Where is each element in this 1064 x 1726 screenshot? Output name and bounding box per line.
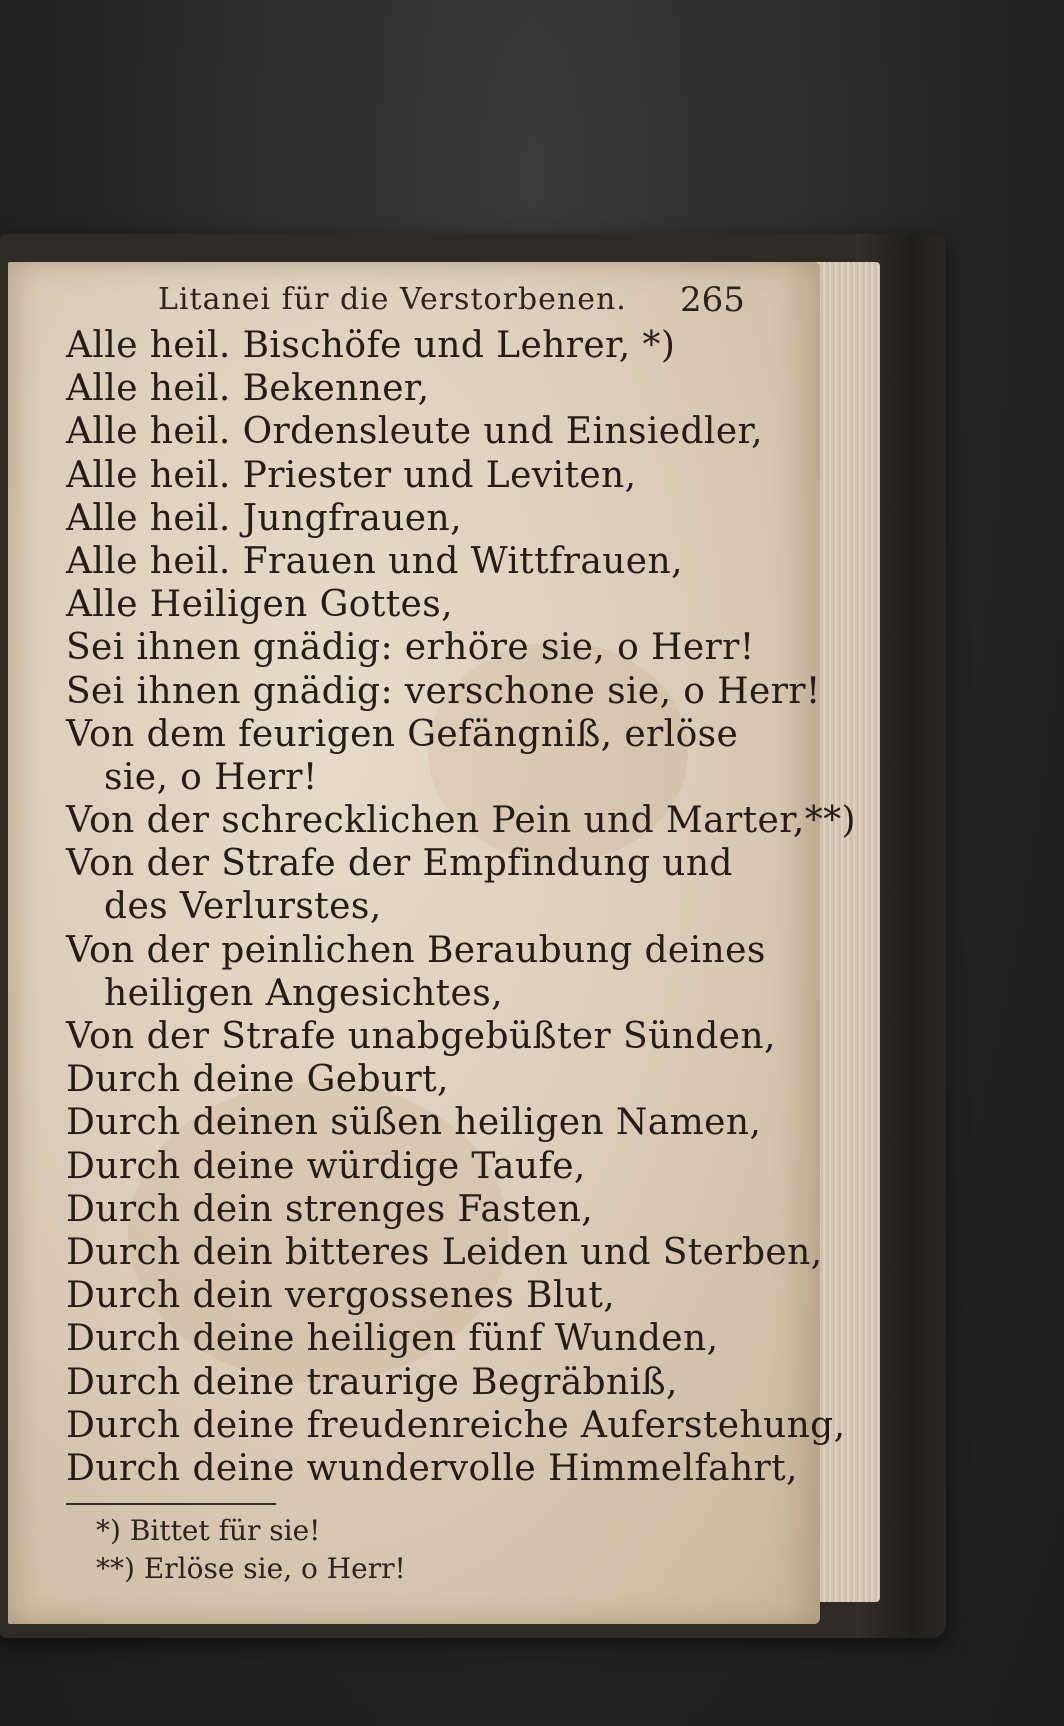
text-line: Durch deine traurige Begräbniß, [66,1361,678,1403]
page-number: 265 [680,280,745,320]
text-line: Durch deine würdige Taufe, [66,1145,586,1187]
text-line: Sei ihnen gnädig: erhöre sie, o Herr! [66,627,755,669]
text-line: Von der peinlichen Beraubung deines [66,929,766,971]
text-line: Alle heil. Frauen und Wittfrauen, [66,540,683,582]
text-line: Durch dein vergossenes Blut, [66,1275,616,1317]
book-page [8,262,856,1624]
text-line: Von der Strafe der Empfindung und [66,843,733,885]
text-line: Durch deine freudenreiche Auferstehung, [66,1404,846,1446]
running-head: Litanei für die Verstorbenen. [158,282,627,317]
text-line: sie, o Herr! [104,756,318,798]
text-line: Sei ihnen gnädig: verschone sie, o Herr! [66,670,821,712]
text-line: Von dem feurigen Gefängniß, erlöse [66,713,739,755]
text-line: des Verlurstes, [104,886,382,928]
footnote-rule [66,1503,276,1505]
text-line: Durch deine Geburt, [66,1059,449,1101]
text-line: Von der Strafe unabgebüßter Sünden, [66,1016,776,1057]
text-line: Alle heil. Bischöfe und Lehrer, *) [66,325,676,366]
text-line: Alle heil. Ordensleute und Einsiedler, [66,411,764,453]
litany-text [66,324,856,1490]
text-line: Durch deine wundervolle Himmelfahrt, [66,1447,798,1489]
text-line: Alle heil. Bekenner, [66,368,430,410]
footnotes [96,1512,696,1588]
text-line: Durch deine heiligen fünf Wunden, [66,1318,719,1360]
text-line: Durch dein strenges Fasten, [66,1188,594,1230]
footnote: **) Erlöse sie, o Herr! [96,1552,406,1585]
text-line: Von der schrecklichen Pein und Marter,**) [66,800,856,842]
text-line: heiligen Angesichtes, [104,972,503,1014]
text-line: Durch deinen süßen heiligen Namen, [66,1102,762,1144]
text-line: Alle heil. Priester und Leviten, [66,454,637,496]
text-line: Alle heil. Jungfrauen, [66,497,462,539]
text-line: Durch dein bitteres Leiden und Sterben, [66,1231,823,1273]
footnote: *) Bittet für sie! [96,1514,321,1547]
text-line: Alle Heiligen Gottes, [66,584,453,626]
